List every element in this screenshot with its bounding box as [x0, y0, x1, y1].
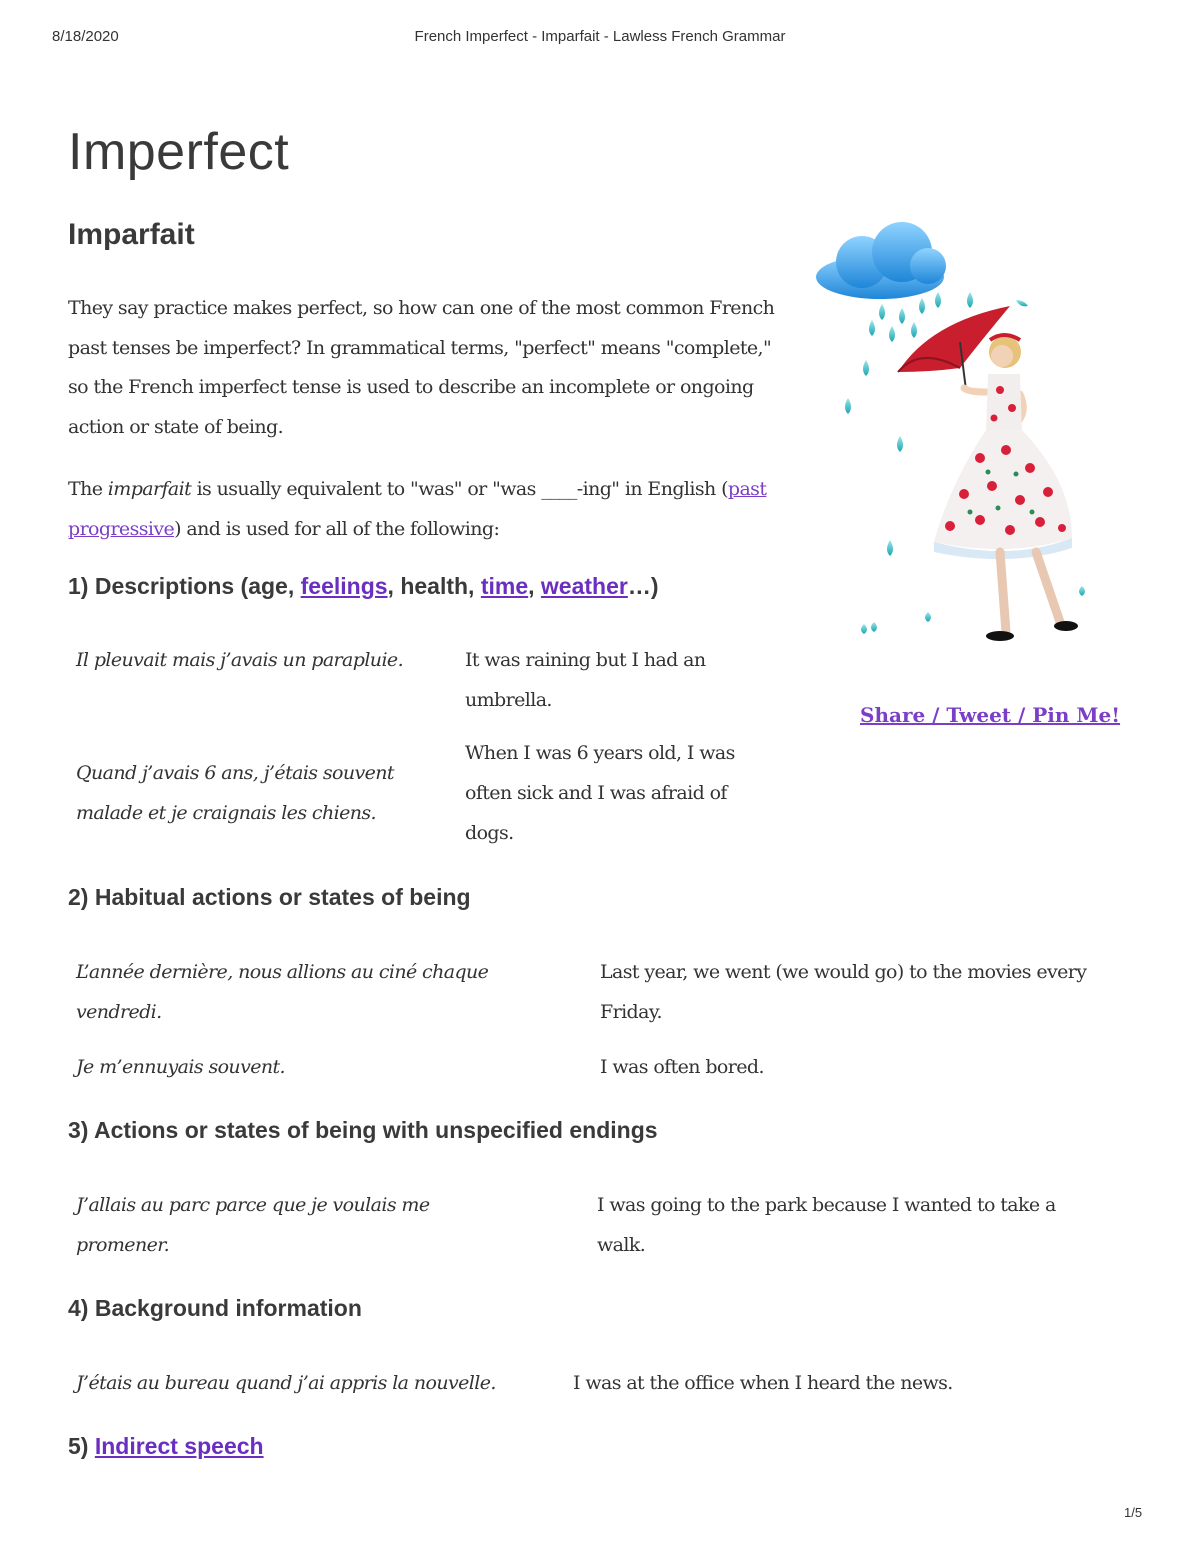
s2-row1-french: L’année dernière, nous allions au ciné chaque vendredi. — [76, 961, 489, 1023]
woman-figure — [934, 335, 1078, 641]
s1-row2-english: When I was 6 years old, I was often sick and I was afraid of dogs. — [465, 742, 735, 844]
section-1-sep-2: , — [528, 573, 541, 599]
s2-row1-english: Last year, we went (we would go) to the movies every Friday. — [600, 961, 1087, 1023]
print-header — [0, 28, 1200, 50]
woman-umbrella-rain-illustration — [810, 222, 1110, 662]
section-1-prefix: 1) Descriptions (age, — [68, 573, 301, 599]
section-5-prefix: 5) — [68, 1433, 95, 1459]
print-date: 8/18/2020 — [52, 28, 119, 45]
share-tweet-pin-link[interactable]: Share / Tweet / Pin Me! — [860, 703, 1121, 727]
s4-row1-french: J’étais au bureau quand j’ai appris la nouvelle. — [76, 1372, 496, 1394]
section-1-heading — [68, 573, 659, 600]
section-3-heading: 3) Actions or states of being with unspecified endings — [68, 1117, 658, 1143]
section-5-heading — [68, 1433, 264, 1460]
feelings-link[interactable]: feelings — [300, 573, 388, 599]
time-link[interactable]: time — [480, 573, 529, 599]
intro-p2-text-3: ) and is used for all of the following: — [174, 517, 500, 540]
weather-link[interactable]: weather — [540, 573, 628, 599]
s2-row2-english: I was often bored. — [600, 1056, 764, 1078]
past-progressive-link[interactable]: past progressive — [68, 478, 767, 540]
s1-row2-french: Quand j’avais 6 ans, j’étais souvent malade et je craignais les chiens. — [76, 762, 394, 824]
intro-paragraph-2 — [68, 470, 783, 549]
s1-row1-english: It was raining but I had an umbrella. — [465, 649, 706, 711]
intro-p2-text-1: The — [68, 478, 108, 500]
indirect-speech-link[interactable]: Indirect speech — [94, 1433, 264, 1459]
section-1-suffix: …) — [627, 573, 659, 599]
intro-p2-italic: imparfait — [107, 478, 192, 500]
print-doc-title: French Imperfect - Imparfait - Lawless French Grammar — [414, 28, 786, 45]
cloud-icon — [816, 222, 946, 299]
s2-row2-french: Je m’ennuyais souvent. — [76, 1056, 285, 1078]
page-subtitle: Imparfait — [68, 218, 195, 251]
intro-p2-text-2: is usually equivalent to "was" or "was ____-ing" in English ( — [191, 478, 728, 500]
s3-row1-french: J’allais au parc parce que je voulais me promener. — [76, 1194, 430, 1256]
section-1-sep-1: , health, — [387, 573, 481, 599]
intro-paragraph-1: They say practice makes perfect, so how can one of the most common French past tenses be imperfect? In grammatical terms, "perfect" means "complete," so the French imperfect tense is used to describe an incomplete or ongoing action or state of being. — [68, 297, 775, 438]
s1-row1-french: Il pleuvait mais j’avais un parapluie. — [76, 649, 404, 671]
section-2-heading: 2) Habitual actions or states of being — [68, 884, 471, 910]
s3-row1-english: I was going to the park because I wanted to take a walk. — [597, 1194, 1056, 1256]
s4-row1-english: I was at the office when I heard the news. — [573, 1372, 953, 1394]
page-title: Imperfect — [68, 123, 290, 181]
section-4-heading: 4) Background information — [68, 1295, 362, 1321]
print-page-number: 1/5 — [1124, 1505, 1143, 1520]
